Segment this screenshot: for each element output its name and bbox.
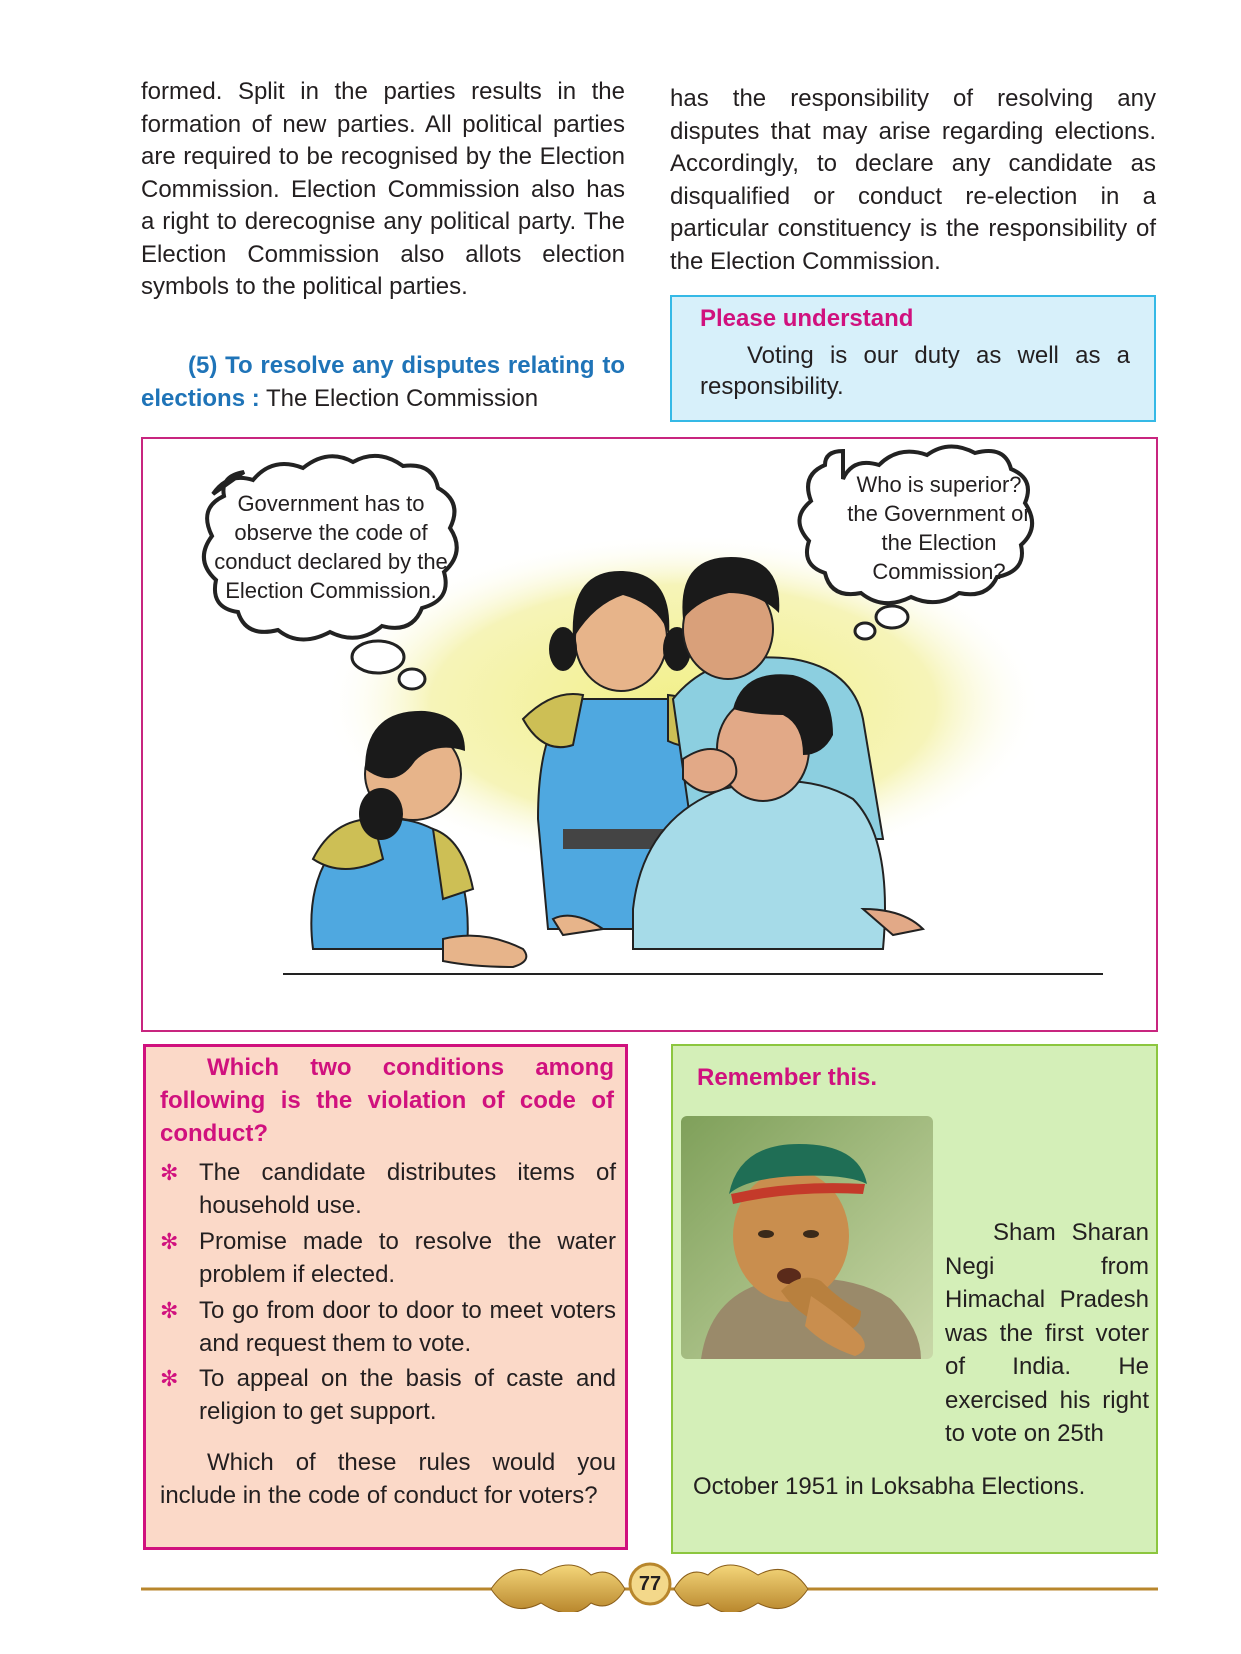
asterisk-bullet-icon: ✻ [160,1160,179,1185]
remember-this-box [671,1044,1158,1554]
question-item [160,1294,616,1360]
thought-bubble-left-text: Government has to observe the code of conduct declared by the Election Commission. [214,491,448,603]
please-understand-box [670,295,1156,422]
question-item-text: Promise made to resolve the water problem if elected. [199,1228,616,1288]
right-column-paragraph: has the responsibility of resolving any disputes that may arise regarding elections. Accordingly, to declare any candidate as disqualified or conduct re-election in a particular constituency is the responsibility of the Election Commission. [670,85,1156,275]
question-title: Which two conditions among following is the violation of code of conduct? [160,1054,614,1147]
page-footer [141,1562,1158,1612]
please-understand-text: Voting is our duty as well as a responsibility. [700,342,1130,400]
code-of-conduct-question-box [143,1044,628,1550]
thought-bubble-right-text: Who is superior? the Government or the Election Commission? [847,472,1031,584]
question-item [160,1362,616,1428]
page-number: 77 [638,1573,662,1595]
asterisk-bullet-icon: ✻ [160,1229,179,1254]
question-item-text: The candidate distributes items of household use. [199,1159,616,1219]
question-item [160,1156,616,1222]
first-voter-text: Sham Sharan Negi from Himachal Pradesh was the first voter of India. He exercised his right to vote on 25th [945,1219,1149,1447]
please-understand-title: Please understand [700,305,914,332]
left-column-paragraph: formed. Split in the parties results in the formation of new parties. All political parties are required to be recognised by the Election Commission. Election Commission also has a right to derecognise any political party. The Election Commission also allots election symbols to the political parties. [141,78,625,300]
asterisk-bullet-icon: ✻ [160,1298,179,1323]
question-item-text: To appeal on the basis of caste and religion to get support. [199,1365,616,1425]
question-item [160,1225,616,1291]
asterisk-bullet-icon: ✻ [160,1366,179,1391]
discussion-illustration [141,437,1158,1032]
question-footer: Which of these rules would you include in the code of conduct for voters? [160,1449,616,1509]
first-voter-text-continued: October 1951 in Loksabha Elections. [693,1473,1086,1500]
dispute-paragraph [141,350,625,415]
dispute-text: The Election Commission [265,384,539,412]
remember-title: Remember this. [697,1064,878,1091]
dispute-heading: (5) To resolve any disputes relating to elections : [141,352,625,412]
first-voter-portrait [681,1116,933,1359]
question-item-text: To go from door to door to meet voters and request them to vote. [199,1297,616,1357]
